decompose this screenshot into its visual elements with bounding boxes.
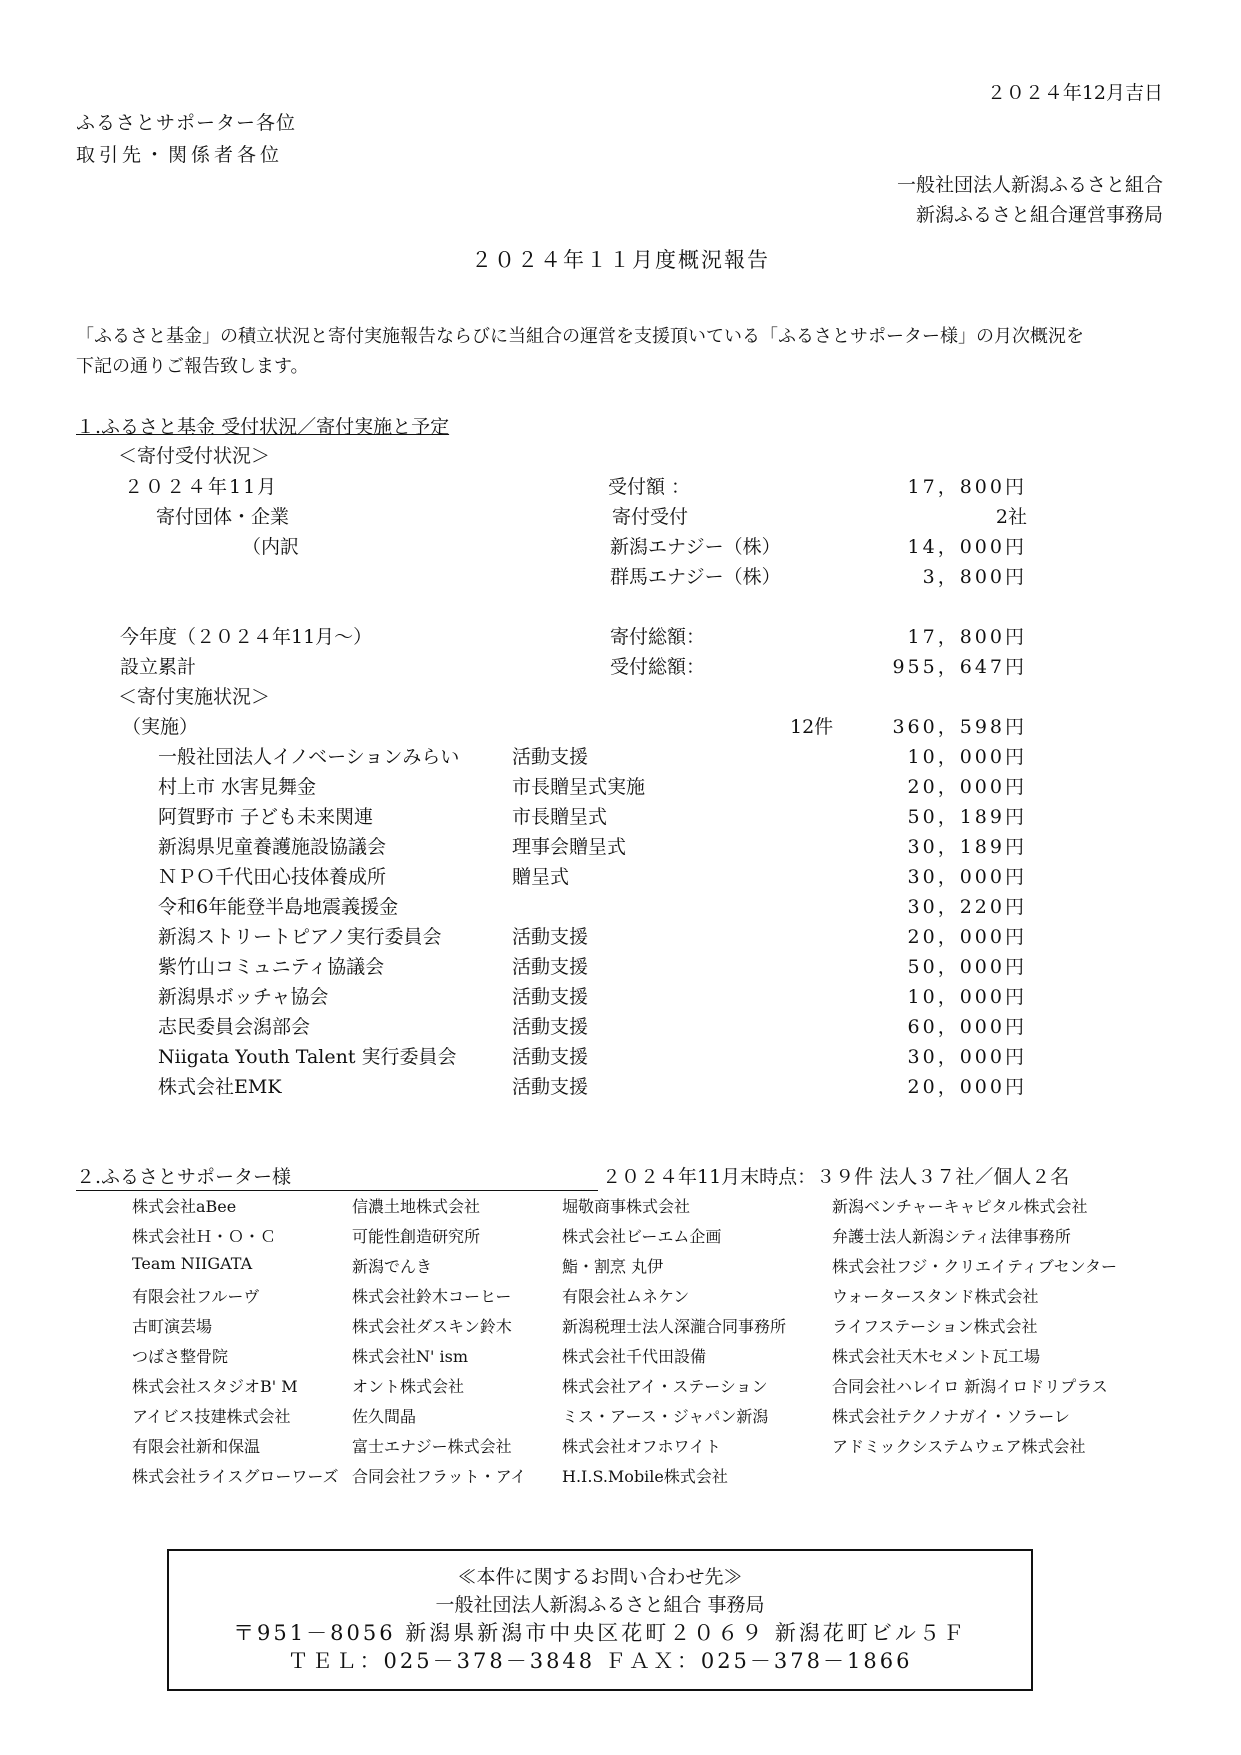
supporter-name: 株式会社テクノナガイ・ソラーレ: [832, 1407, 1070, 1426]
donation-purpose: 市長贈呈式: [512, 806, 608, 828]
supporter-name: 信濃土地株式会社: [352, 1197, 481, 1216]
page-title: ２０２４年１１月度概況報告: [471, 248, 770, 272]
list-item: [0, 862, 1241, 892]
list-item: [0, 1042, 1241, 1072]
implementation-label: （実施）: [122, 716, 199, 738]
supporter-name: オント株式会社: [352, 1377, 465, 1396]
intro-line-2: 下記の通りご報告致します。: [76, 356, 309, 377]
supporter-summary: ２０２４年11月末時点：３９件 法人３７社／個人２名: [602, 1166, 1070, 1188]
list-item: [0, 1012, 1241, 1042]
supporter-name: 可能性創造研究所: [352, 1227, 481, 1246]
donation-org: 阿賀野市 子ども未来関連: [158, 806, 374, 828]
supporter-name: H.I.S.Mobile株式会社: [562, 1467, 728, 1486]
list-item: [0, 1072, 1241, 1102]
list-item: [132, 1404, 1132, 1434]
supporter-name: 株式会社オフホワイト: [562, 1437, 722, 1456]
supporter-name: 富士エナジー株式会社: [352, 1437, 512, 1456]
list-item: [132, 1254, 1132, 1284]
donation-purpose: 活動支援: [512, 746, 589, 768]
fiscal-year-label: 今年度（２０２４年11月～）: [120, 626, 373, 648]
supporter-list: [132, 1194, 1132, 1494]
breakdown-name: 群馬エナジー（株）: [610, 566, 781, 588]
implementation-count: 12件: [790, 716, 834, 738]
donation-amount: 20，000円: [907, 1076, 1027, 1098]
supporter-name: 株式会社N' ism: [352, 1347, 468, 1366]
list-item: [0, 772, 1241, 802]
list-item: [132, 1434, 1132, 1464]
supporter-name: 株式会社アイ・ステーション: [562, 1377, 768, 1396]
contact-phone-fax: ＴＥＬ：025－378－3848 ＦＡＸ：025－378－1866: [287, 1649, 913, 1673]
implementation-heading: ＜寄付実施状況＞: [118, 686, 271, 708]
list-item: [132, 1194, 1132, 1224]
donation-amount: 30，000円: [907, 1046, 1027, 1068]
supporter-name: 株式会社鈴木コーヒー: [352, 1287, 512, 1306]
supporter-name: 株式会社Ｈ・Ｏ・Ｃ: [132, 1227, 277, 1246]
donation-org: 新潟ストリートピアノ実行委員会: [158, 926, 442, 948]
donation-purpose: 活動支援: [512, 986, 589, 1008]
recipient-supporters: ふるさとサポーター各位: [76, 112, 297, 134]
breakdown-value: 3，800円: [922, 566, 1027, 588]
supporter-name: 鮨・割烹 丸伊: [562, 1257, 664, 1276]
section2-heading: ２.ふるさとサポーター様: [76, 1162, 598, 1191]
supporter-name: 古町演芸場: [132, 1317, 213, 1336]
donation-org: 村上市 水害見舞金: [158, 776, 317, 798]
list-item: [132, 1464, 1132, 1494]
donation-amount: 30，220円: [907, 896, 1027, 918]
issue-date: ２０２４年12月吉日: [986, 82, 1163, 104]
donation-amount: 20，000円: [907, 926, 1027, 948]
supporter-name: 株式会社ダスキン鈴木: [352, 1317, 512, 1336]
list-item: [132, 1344, 1132, 1374]
donor-label: 寄付団体・企業: [156, 506, 290, 528]
count-label: 寄付受付: [612, 506, 689, 528]
donation-amount: 50，189円: [907, 806, 1027, 828]
donation-purpose: 活動支援: [512, 1016, 589, 1038]
donation-org: ＮＰＯ千代田心技体養成所: [158, 866, 387, 888]
cumulative-total-value: 955，647円: [892, 656, 1027, 678]
supporter-name: 株式会社千代田設備: [562, 1347, 707, 1366]
donation-purpose: 活動支援: [512, 956, 589, 978]
donation-amount: 10，000円: [907, 986, 1027, 1008]
receipt-heading: ＜寄付受付状況＞: [118, 445, 271, 467]
donation-org: 新潟県児童養護施設協議会: [158, 836, 387, 858]
contact-organization: 一般社団法人新潟ふるさと組合 事務局: [435, 1594, 765, 1616]
donation-org: 新潟県ボッチャ協会: [158, 986, 329, 1008]
supporter-name: 佐久間晶: [352, 1407, 417, 1426]
donation-purpose: 理事会贈呈式: [512, 836, 627, 858]
implementation-total: 360，598円: [892, 716, 1027, 738]
supporter-name: ウォータースタンド株式会社: [832, 1287, 1039, 1306]
supporter-name: 合同会社ハレイロ 新潟イロドリプラス: [832, 1377, 1108, 1396]
donation-purpose: 贈呈式: [512, 866, 570, 888]
sender-office: 新潟ふるさと組合運営事務局: [915, 204, 1163, 226]
list-item: [132, 1314, 1132, 1344]
list-item: [0, 892, 1241, 922]
donation-purpose: 活動支援: [512, 1046, 589, 1068]
breakdown-value: 14，000円: [907, 536, 1027, 558]
supporter-name: ミス・アース・ジャパン新潟: [562, 1407, 769, 1426]
sender-organization: 一般社団法人新潟ふるさと組合: [896, 174, 1163, 196]
supporter-name: 株式会社ビーエム企画: [562, 1227, 722, 1246]
donation-amount: 10，000円: [907, 746, 1027, 768]
supporter-name: つばさ整骨院: [132, 1347, 229, 1366]
supporter-name: 有限会社フルーヴ: [132, 1287, 260, 1306]
receipt-month: ２０２４年11月: [124, 476, 279, 498]
supporter-name: 新潟税理士法人深瀧合同事務所: [562, 1317, 787, 1336]
supporter-name: 新潟でんき: [352, 1257, 433, 1276]
list-item: [132, 1224, 1132, 1254]
supporter-name: 堀敬商事株式会社: [562, 1197, 691, 1216]
supporter-name: アイビス技建株式会社: [132, 1407, 291, 1426]
breakdown-label: （内訳: [242, 536, 300, 558]
supporter-name: 株式会社フジ・クリエイティブセンター: [832, 1257, 1117, 1276]
donation-org: 令和6年能登半島地震義援金: [158, 896, 399, 918]
donation-org: 紫竹山コミュニティ協議会: [158, 956, 385, 978]
supporter-name: 有限会社新和保温: [132, 1437, 261, 1456]
list-item: [0, 982, 1241, 1012]
donation-purpose: 市長贈呈式実施: [512, 776, 646, 798]
donation-org: Niigata Youth Talent 実行委員会: [158, 1046, 457, 1068]
list-item: [0, 742, 1241, 772]
supporter-name: Team NIIGATA: [132, 1254, 253, 1273]
donation-org: 株式会社EMK: [158, 1076, 282, 1098]
donation-amount: 20，000円: [907, 776, 1027, 798]
supporter-name: 株式会社スタジオB' M: [132, 1377, 298, 1396]
received-label: 受付額 ：: [608, 476, 691, 498]
intro-line-1: 「ふるさと基金」の積立状況と寄付実施報告ならびに当組合の運営を支援頂いている「ふるさとサポーター様」の月次概況を: [76, 326, 1084, 347]
list-item: [0, 832, 1241, 862]
supporter-name: 株式会社aBee: [132, 1197, 237, 1216]
contact-address: 〒951－8056 新潟県新潟市中央区花町２０６９ 新潟花町ビル５Ｆ: [233, 1621, 967, 1645]
supporter-name: 弁護士法人新潟シティ法律事務所: [832, 1227, 1071, 1246]
supporter-name: 合同会社フラット・アイ: [352, 1467, 527, 1486]
list-item: [0, 952, 1241, 982]
list-item: [0, 922, 1241, 952]
list-item: [0, 802, 1241, 832]
donation-amount: 50，000円: [907, 956, 1027, 978]
supporter-name: 株式会社天木セメント瓦工場: [832, 1347, 1041, 1366]
supporter-name: ライフステーション株式会社: [832, 1317, 1038, 1336]
recipient-partners: 取引先・関係者各位: [76, 144, 284, 166]
cumulative-label: 設立累計: [120, 656, 197, 678]
donation-purpose: 活動支援: [512, 1076, 589, 1098]
received-value: 17，800円: [907, 476, 1027, 498]
supporter-name: 有限会社ムネケン: [562, 1287, 690, 1306]
count-value: 2社: [995, 506, 1027, 528]
donation-amount: 30，000円: [907, 866, 1027, 888]
supporter-name: 株式会社ライスグローワーズ: [132, 1467, 339, 1486]
donation-amount: 60，000円: [907, 1016, 1027, 1038]
fiscal-year-total-value: 17，800円: [907, 626, 1027, 648]
supporter-name: アドミックシステムウェア株式会社: [832, 1437, 1086, 1456]
cumulative-total-label: 受付総額：: [610, 656, 706, 678]
list-item: [132, 1284, 1132, 1314]
section1-heading: １.ふるさと基金 受付状況／寄付実施と予定: [76, 416, 450, 438]
supporter-name: 新潟ベンチャーキャピタル株式会社: [832, 1197, 1088, 1216]
donation-org: 志民委員会潟部会: [158, 1016, 311, 1038]
donation-amount: 30，189円: [907, 836, 1027, 858]
fiscal-year-total-label: 寄付総額：: [610, 626, 706, 648]
contact-heading: ≪本件に関するお問い合わせ先≫: [457, 1566, 743, 1588]
donation-purpose: 活動支援: [512, 926, 589, 948]
list-item: [132, 1374, 1132, 1404]
breakdown-name: 新潟エナジー（株）: [610, 536, 781, 558]
contact-box: [167, 1549, 1033, 1691]
donation-org: 一般社団法人イノベーションみらい: [158, 746, 460, 768]
